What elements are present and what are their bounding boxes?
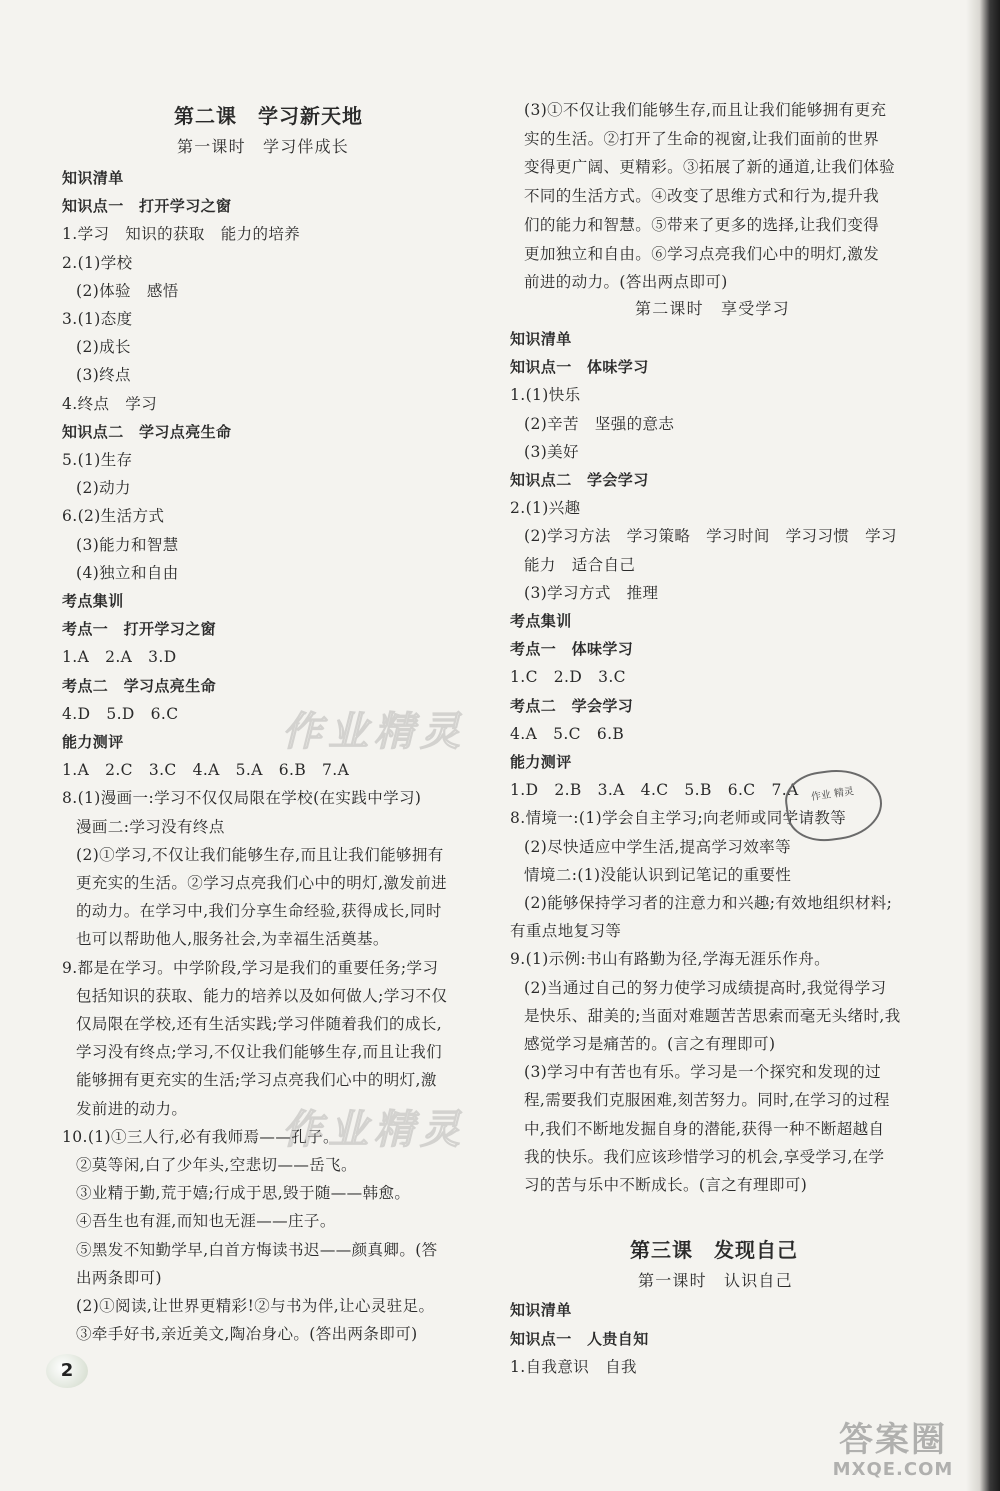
answer-line: (3)美好 [524, 442, 579, 461]
answer-line: 2.(1)兴趣 [510, 499, 581, 518]
answer-line: 10.(1)①三人行,必有我师焉——孔子。 [62, 1127, 339, 1146]
answer-line: 也可以帮助他人,服务社会,为幸福生活奠基。 [76, 930, 389, 949]
section-heading: 能力测评 [510, 753, 572, 771]
answer-line: 8.情境一:(1)学会自主学习;向老师或同学请教等 [510, 809, 847, 828]
answer-line: ③业精于勤,荒于嬉;行成于思,毁于随——韩愈。 [76, 1184, 411, 1203]
answer-line: (2)尽快适应中学生活,提高学习效率等 [524, 837, 791, 856]
watermark: 作业精灵 [282, 709, 466, 755]
section-heading: 知识点二 学习点亮生命 [62, 422, 232, 441]
answer-line: 包括知识的获取、能力的培养以及如何做人;学习不仅 [76, 986, 448, 1005]
site-logo-text: 答案圈 [839, 1420, 947, 1460]
answer-line: 9.都是在学习。中学阶段,学习是我们的重要任务;学习 [62, 958, 439, 977]
seal-stamp [782, 764, 887, 847]
answer-line: 程,需要我们克服困难,刻苦努力。同时,在学习的过程 [524, 1091, 890, 1110]
answer-line: (2)学习方法 学习策略 学习时间 学习习惯 学习 [524, 527, 897, 546]
answer-line: 能力 适合自己 [524, 555, 636, 574]
answer-line: 的动力。在学习中,我们分享生命经验,获得成长,同时 [76, 902, 442, 921]
answer-line: 习的苦与乐中不断成长。(言之有理即可) [524, 1176, 808, 1194]
answer-line: (2)辛苦 坚强的意志 [524, 414, 675, 433]
answer-line: (2)体验 感悟 [76, 281, 179, 300]
answer-line: ⑤黑发不知勤学早,白首方悔读书迟——颜真卿。(答 [76, 1240, 438, 1259]
answer-line: 1.A 2.A 3.D [62, 648, 177, 667]
answer-line: 能够拥有更充实的生活;学习点亮我们心中的明灯,激 [76, 1071, 437, 1090]
watermark: 作业精灵 [282, 1107, 466, 1153]
answer-line: 出两条即可) [76, 1268, 162, 1287]
answer-line: 9.(1)示例:书山有路勤为径,学海无涯乐作舟。 [510, 950, 830, 969]
page-number: 2 [46, 1354, 88, 1388]
section-heading: 能力测评 [62, 733, 124, 751]
answer-line: 1.自我意识 自我 [510, 1358, 637, 1376]
section-heading: 考点一 体味学习 [510, 640, 634, 659]
answer-line: 6.(2)生活方式 [62, 507, 165, 526]
site-logo [818, 1420, 968, 1484]
answer-line: 8.(1)漫画一:学习不仅仅局限在学校(在实践中学习) [62, 789, 422, 808]
answer-line: 情境二:(1)没能认识到记笔记的重要性 [524, 865, 792, 884]
answer-line: 2.(1)学校 [62, 253, 133, 272]
answer-line: ③牵手好书,亲近美文,陶冶身心。(答出两条即可) [76, 1325, 418, 1344]
section-heading: 知识清单 [510, 1301, 572, 1319]
answer-line: 4.终点 学习 [62, 394, 158, 413]
answer-line: 们的能力和智慧。⑤带来了更多的选择,让我们变得 [524, 215, 880, 234]
answer-line: (3)能力和智慧 [76, 535, 179, 554]
torn-page-edge [966, 0, 1000, 1491]
section-heading: 知识点一 人贵自知 [510, 1329, 649, 1348]
answer-line: ②莫等闲,白了少年头,空悲切——岳飞。 [76, 1156, 357, 1174]
answer-line: (3)学习中有苦也有乐。学习是一个探究和发现的过 [524, 1063, 882, 1082]
section-heading: 知识点一 体味学习 [510, 358, 649, 377]
section-heading: 考点一 打开学习之窗 [62, 620, 217, 639]
answer-line: 漫画二:学习没有终点 [76, 817, 225, 836]
answer-line: 我的快乐。我们应该珍惜学习的机会,享受学习,在学 [524, 1147, 885, 1166]
answer-line: ④吾生也有涯,而知也无涯——庄子。 [76, 1212, 336, 1231]
section-heading: 考点二 学习点亮生命 [62, 676, 217, 695]
answer-line: 3.(1)态度 [62, 310, 133, 328]
answer-line: 中,我们不断地发掘自身的潜能,获得一种不断超越自 [524, 1119, 885, 1138]
answer-line: 4.A 5.C 6.B [510, 724, 625, 743]
answer-line: 学习没有终点;学习,不仅让我们能够生存,而且让我们 [76, 1043, 443, 1062]
seal-text: 作业 精灵 [810, 786, 855, 804]
site-logo-url: MXQE.COM [832, 1459, 954, 1480]
answer-line: 更加独立和自由。⑥学习点亮我们心中的明灯,激发 [524, 244, 880, 263]
lesson-title-3: 第三课 发现自己 [630, 1238, 798, 1262]
section-heading: 考点集训 [62, 592, 124, 610]
answer-line: 感觉学习是痛苦的。(言之有理即可) [524, 1035, 776, 1053]
answer-line: 是快乐、甜美的;当面对难题苦苦思索而毫无头绪时,我 [524, 1006, 901, 1025]
answer-line: (2)当通过自己的努力使学习成绩提高时,我觉得学习 [524, 978, 887, 997]
answer-line: 1.学习 知识的获取 能力的培养 [62, 225, 301, 244]
answer-line: (2)成长 [76, 338, 131, 357]
answer-line: (3)学习方式 推理 [524, 583, 659, 602]
answer-line: 5.(1)生存 [62, 451, 133, 469]
answer-line: (2)①学习,不仅让我们能够生存,而且让我们能够拥有 [76, 845, 444, 864]
period-title: 第一课时 学习伴成长 [177, 137, 350, 156]
section-heading: 知识点一 打开学习之窗 [62, 197, 232, 216]
answer-line: 发前进的动力。 [76, 1099, 188, 1118]
answer-line: 有重点地复习等 [510, 922, 622, 941]
answer-line: 1.C 2.D 3.C [510, 668, 626, 687]
answer-line: (3)①不仅让我们能够生存,而且让我们能够拥有更充 [524, 101, 887, 119]
period-title-3: 第一课时 认识自己 [638, 1271, 793, 1290]
answer-line: 1.A 2.C 3.C 4.A 5.A 6.B 7.A [62, 761, 350, 780]
answer-line: (2)能够保持学习者的注意力和兴趣;有效地组织材料; [524, 894, 893, 912]
section-heading: 知识清单 [62, 169, 124, 187]
answer-line: 4.D 5.D 6.C [62, 704, 179, 723]
section-heading: 考点集训 [510, 612, 572, 630]
answer-line: 仅局限在学校,还有生活实践;学习伴随着我们的成长, [76, 1015, 443, 1033]
answer-line: (2)①阅读,让世界更精彩!②与书为伴,让心灵驻足。 [76, 1297, 435, 1315]
answer-line: 实的生活。②打开了生命的视窗,让我们面前的世界 [524, 129, 880, 148]
answer-line: (4)独立和自由 [76, 563, 179, 582]
answer-line: 不同的生活方式。④改变了思维方式和行为,提升我 [524, 187, 880, 206]
answer-line: (3)终点 [76, 366, 131, 385]
answer-line: 更充实的生活。②学习点亮我们心中的明灯,激发前进 [76, 874, 448, 892]
answer-line: 1.D 2.B 3.A 4.C 5.B 6.C 7.A [510, 781, 799, 800]
answer-line: (2)动力 [76, 479, 131, 498]
section-heading: 考点二 学会学习 [510, 696, 634, 715]
answer-line: 前进的动力。(答出两点即可) [524, 273, 728, 292]
section-heading: 知识清单 [510, 330, 572, 348]
lesson-title: 第二课 学习新天地 [174, 104, 363, 128]
answer-line: 变得更广阔、更精彩。③拓展了新的通道,让我们体验 [524, 158, 896, 177]
answer-line: 1.(1)快乐 [510, 386, 581, 405]
section-heading: 知识点二 学会学习 [510, 471, 649, 489]
period-title-2: 第二课时 享受学习 [635, 299, 790, 318]
